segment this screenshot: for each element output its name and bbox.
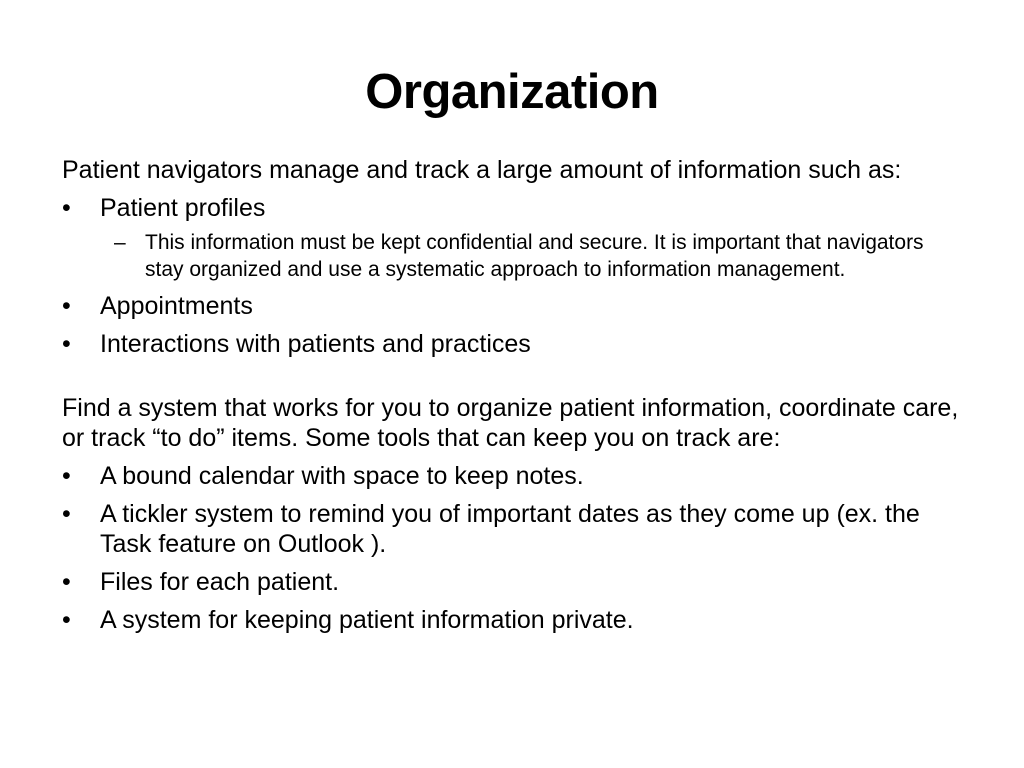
bullet-text: A bound calendar with space to keep notes.	[100, 462, 584, 490]
bullet-text: A tickler system to remind you of important dates as they come up (ex. the Task feature on Outlook ).	[100, 500, 920, 558]
second-paragraph: Find a system that works for you to organize patient information, coordinate care, or track “to do” items. Some tools that can keep you on track are:	[62, 394, 959, 452]
bullet-item	[62, 605, 962, 635]
bullet-text: Appointments	[100, 292, 253, 320]
bullet-item	[62, 193, 962, 223]
bullet-mark: •	[62, 292, 71, 320]
bullet-mark: •	[62, 500, 71, 528]
bullet-mark: •	[62, 568, 71, 596]
bullet-item	[62, 499, 962, 559]
intro-paragraph: Patient navigators manage and track a large amount of information such as:	[62, 156, 902, 184]
bullet-mark: •	[62, 330, 71, 358]
dash-mark: –	[114, 231, 126, 254]
sub-bullet-text: This information must be kept confidential and secure. It is important that navigators stay organized and use a systematic approach to information management.	[145, 231, 924, 281]
bullet-item	[62, 291, 962, 321]
bullet-text: Patient profiles	[100, 194, 266, 222]
bullet-mark: •	[62, 606, 71, 634]
bullet-item	[62, 461, 962, 491]
spacer	[62, 359, 962, 393]
bullet-item	[62, 329, 962, 359]
sub-bullet-item	[62, 229, 962, 283]
bullet-item	[62, 567, 962, 597]
slide-body	[62, 155, 962, 635]
bullet-text: Files for each patient.	[100, 568, 340, 596]
bullet-mark: •	[62, 194, 71, 222]
bullet-text: Interactions with patients and practices	[100, 330, 531, 358]
bullet-text: A system for keeping patient information private.	[100, 606, 634, 634]
slide-title: Organization	[365, 65, 659, 119]
bullet-mark: •	[62, 462, 71, 490]
